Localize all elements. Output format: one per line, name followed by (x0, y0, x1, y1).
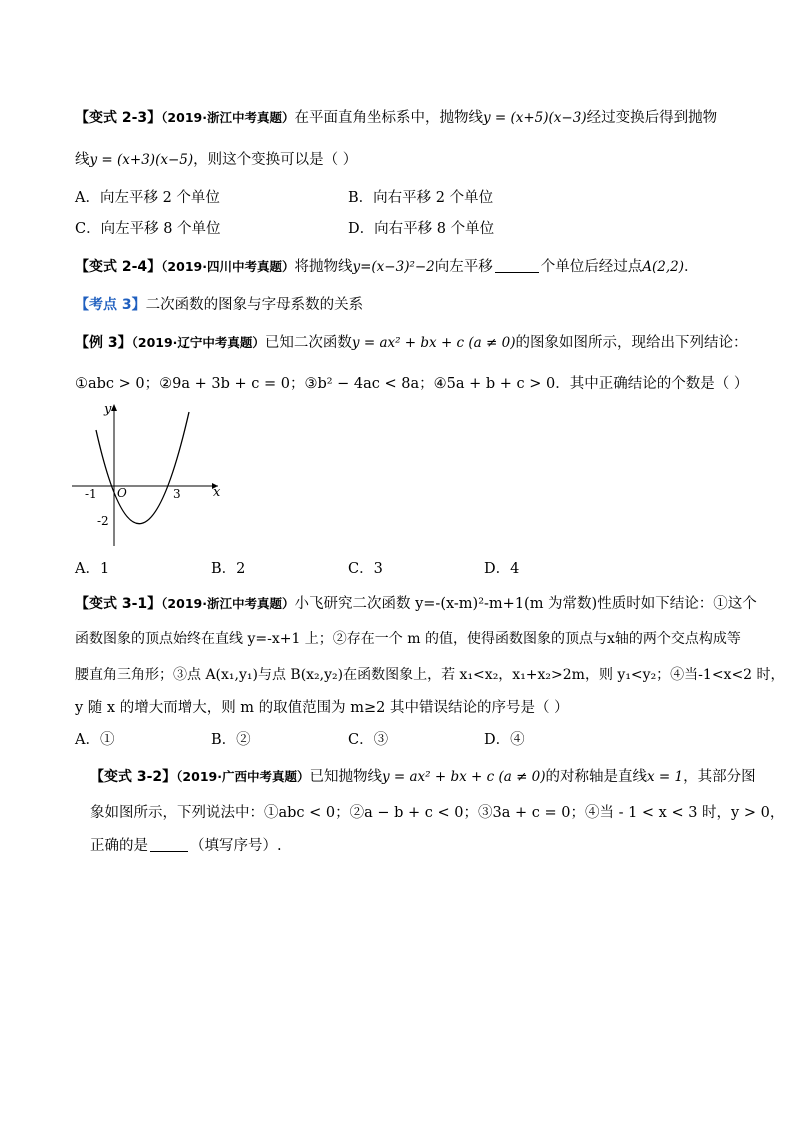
parabola-graph (66, 398, 226, 548)
question-text: （填写序号）. (190, 838, 282, 854)
question-3-1-line4: y 随 x 的增大而增大，则 m 的取值范围为 m≥2 其中错误结论的序号是（ ） (75, 700, 569, 716)
option-a: A．向左平移 2 个单位 (75, 190, 220, 206)
option-d: D．4 (484, 561, 520, 577)
tick-label-neg2: -2 (97, 514, 109, 528)
question-source: （2019·四川中考真题） (161, 259, 295, 274)
example-3-line2: ①abc > 0；②9a + 3b + c = 0；③b² − 4ac < 8a；④5a + b + c > 0．其中正确结论的个数是（ ） (75, 376, 749, 392)
option-b: B．2 (211, 561, 246, 577)
question-text: 线 (75, 152, 90, 168)
question-3-2-line2: 象如图所示，下列说法中：①abc < 0；②a − b + c < 0；③3a + c = 0；④当 - 1 < x < 3 时，y > 0， (90, 805, 785, 821)
question-tag: 【例 3】 (75, 335, 132, 351)
symmetry-axis: x = 1 (647, 769, 684, 785)
example-3-line1 (75, 331, 747, 352)
option-d: D．向右平移 8 个单位 (348, 221, 495, 237)
parabola-curve (96, 412, 189, 524)
question-source: （2019·辽宁中考真题） (131, 335, 265, 350)
question-3-1-line1 (75, 592, 757, 613)
origin-label: O (117, 486, 127, 500)
option-a: A．1 (75, 561, 110, 577)
y-axis-arrow (111, 404, 117, 411)
question-source: （2019·广西中考真题） (176, 769, 310, 784)
question-text: 的对称轴是直线 (545, 769, 648, 785)
question-tag: 【变式 2-3】 (75, 110, 162, 126)
question-text: ． (684, 259, 699, 275)
question-3-1-line2: 函数图象的顶点始终在直线 y=-x+1 上；②存在一个 m 的值，使得函数图象的顶点与x轴的两个交点构成等 (75, 631, 741, 647)
option-d: D．④ (484, 732, 525, 748)
option-c: C．向左平移 8 个单位 (75, 221, 221, 237)
question-source: （2019·浙江中考真题） (161, 596, 295, 611)
y-axis-label: y (104, 402, 112, 417)
question-3-2-line3 (90, 834, 282, 855)
option-b: B．向右平移 2 个单位 (348, 190, 494, 206)
question-text: 向左平移 (434, 259, 493, 275)
question-source: （2019·浙江中考真题） (161, 110, 295, 125)
question-text: ，则这个变换可以是（ ） (193, 152, 358, 168)
x-axis-label: x (213, 485, 221, 500)
equation: y = ax² + bx + c (a ≠ 0) (351, 335, 516, 351)
question-2-3-line1 (75, 106, 717, 127)
question-3-1-line3: 腰直角三角形；③点 A(x₁,y₁)与点 B(x₂,y₂)在函数图象上，若 x₁<x₂，x₁+x₂>2m，则 y₁<y₂；④当-1<x<2 时， (75, 667, 785, 683)
question-tag: 【变式 3-2】 (90, 769, 177, 785)
equation: y=(x−3)²−2 (352, 259, 435, 275)
knowledge-point-3 (75, 293, 363, 314)
answer-blank (150, 837, 188, 852)
question-2-3-line2 (75, 148, 357, 169)
option-c: C．③ (348, 732, 389, 748)
tick-label-3: 3 (173, 487, 181, 501)
question-text: 将抛物线 (294, 259, 353, 275)
equation: y = (x+5)(x−3) (482, 110, 587, 126)
section-tag: 【考点 3】 (75, 297, 146, 313)
equation: y = (x+3)(x−5) (89, 152, 194, 168)
option-a: A．① (75, 732, 115, 748)
answer-blank (495, 258, 539, 273)
question-text: 个单位后经过点 (540, 259, 643, 275)
question-text: 已知抛物线 (309, 769, 382, 785)
point: A(2,2) (642, 259, 685, 275)
question-text: 在平面直角坐标系中，抛物线 (294, 110, 483, 126)
question-text: ，其部分图 (683, 769, 756, 785)
question-3-2-line1 (90, 765, 756, 786)
question-text: 正确的是 (90, 838, 148, 854)
option-c: C．3 (348, 561, 383, 577)
tick-label-neg1: -1 (85, 487, 97, 501)
equation: y = ax² + bx + c (a ≠ 0) (381, 769, 546, 785)
question-tag: 【变式 2-4】 (75, 259, 162, 275)
question-text: 经过变换后得到抛物 (586, 110, 718, 126)
question-2-4 (75, 255, 699, 276)
option-b: B．② (211, 732, 251, 748)
section-title: 二次函数的图象与字母系数的关系 (145, 297, 364, 313)
question-text: 的图象如图所示，现给出下列结论： (515, 335, 748, 351)
question-tag: 【变式 3-1】 (75, 596, 162, 612)
question-text: 已知二次函数 (264, 335, 352, 351)
question-text: 小飞研究二次函数 y=-(x-m)²-m+1(m 为常数)性质时如下结论：①这个 (294, 596, 757, 612)
